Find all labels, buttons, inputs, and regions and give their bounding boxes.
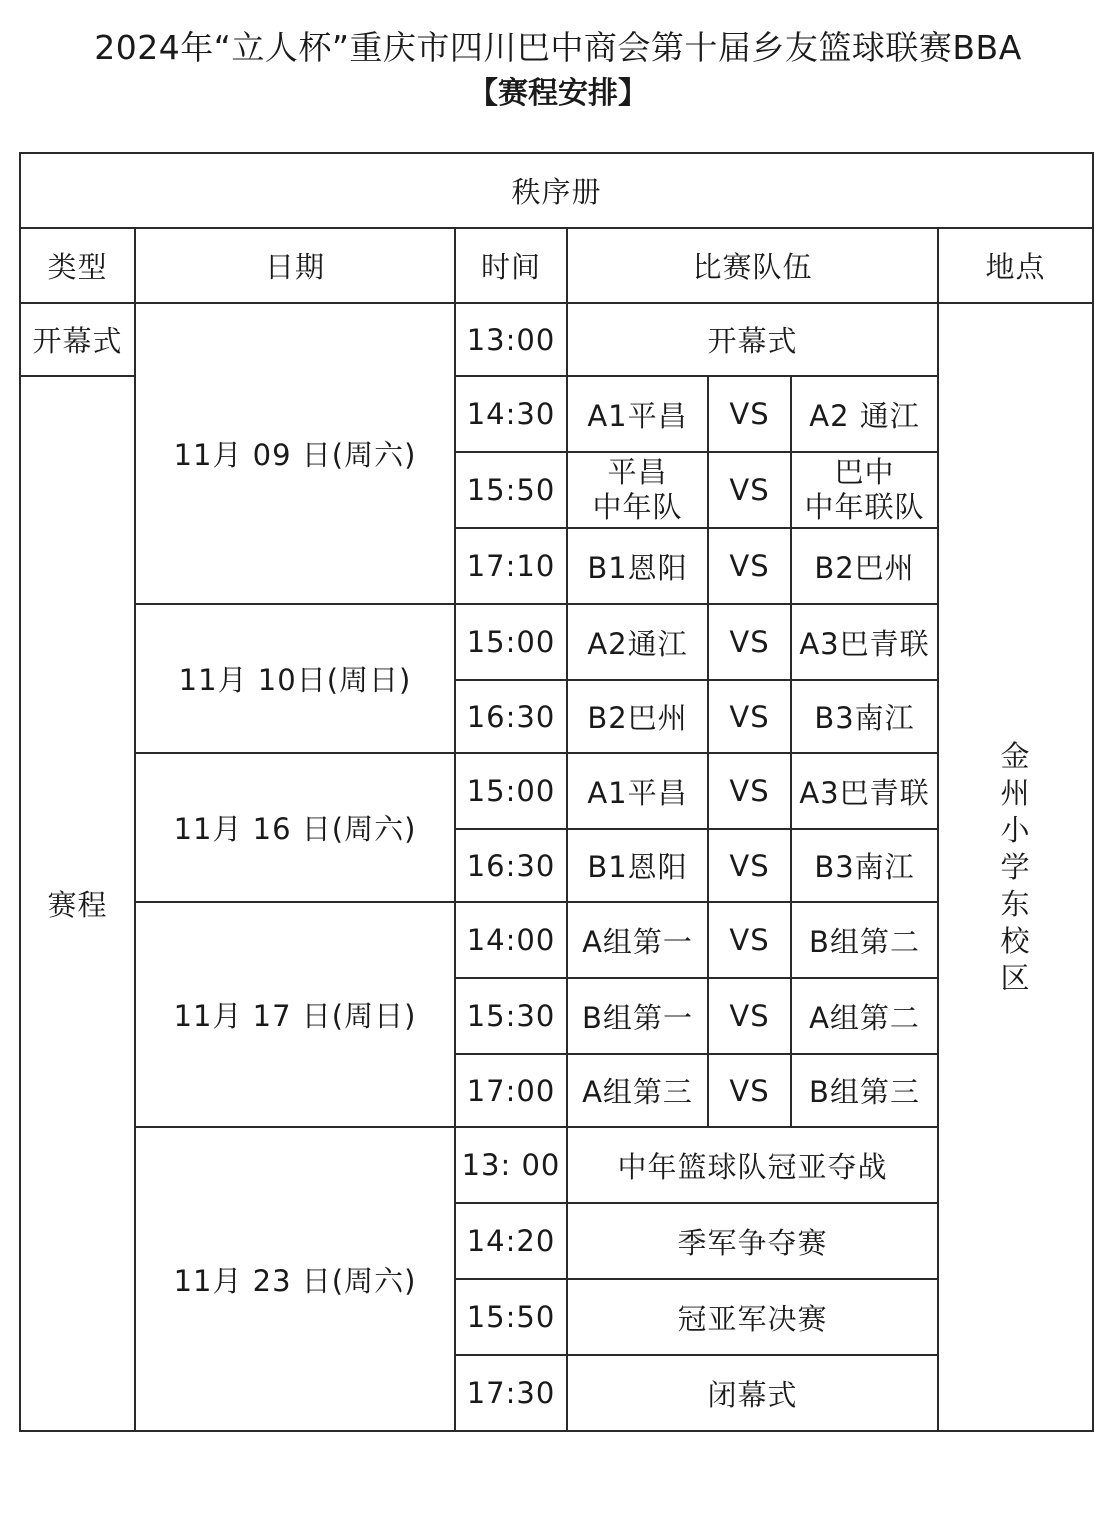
table-caption: 秩序册 (20, 153, 1093, 228)
time-cell: 15:30 (455, 978, 567, 1054)
time-cell: 13: 00 (455, 1127, 567, 1203)
away-team-line1: 巴中 (834, 455, 895, 489)
away-team: B3南江 (791, 680, 938, 753)
vs-label: VS (708, 1054, 791, 1127)
time-cell: 14:00 (455, 902, 567, 978)
time-cell: 13:00 (455, 303, 567, 376)
home-team: B1恩阳 (567, 829, 708, 902)
venue-char: 州 (1000, 775, 1031, 810)
table-row (20, 303, 1093, 376)
document-title: 2024年“立人杯”重庆市四川巴中商会第十届乡友篮球联赛BBA (94, 28, 1022, 67)
column-header-venue: 地点 (938, 228, 1093, 303)
table-row (20, 902, 1093, 978)
venue-char: 小 (1000, 812, 1031, 847)
home-team: A1平昌 (567, 376, 708, 452)
time-cell: 14:20 (455, 1203, 567, 1279)
home-team: B2巴州 (567, 680, 708, 753)
home-team: A组第一 (567, 902, 708, 978)
event-cell: 中年篮球队冠亚夺战 (567, 1127, 938, 1203)
venue-char: 东 (1000, 886, 1031, 921)
table-caption-row (20, 153, 1093, 228)
away-team: B3南江 (791, 829, 938, 902)
away-team (791, 452, 938, 528)
home-team (567, 452, 708, 528)
event-cell: 闭幕式 (567, 1355, 938, 1431)
away-team-line2: 中年联队 (804, 490, 925, 524)
type-schedule: 赛程 (20, 376, 135, 1431)
vs-label: VS (708, 376, 791, 452)
column-header-teams: 比赛队伍 (567, 228, 938, 303)
table-row (20, 753, 1093, 829)
home-team: A组第三 (567, 1054, 708, 1127)
venue-char: 金 (1000, 738, 1031, 773)
home-team-line2: 中年队 (592, 490, 683, 524)
venue-char: 学 (1000, 849, 1031, 884)
date-cell: 11月 09 日(周六) (135, 303, 455, 604)
time-cell: 15:50 (455, 452, 567, 528)
venue-char: 区 (1000, 960, 1031, 995)
table-row (20, 604, 1093, 680)
vs-label: VS (708, 604, 791, 680)
column-header-row (20, 228, 1093, 303)
table-row (20, 1127, 1093, 1203)
vs-label: VS (708, 452, 791, 528)
time-cell: 16:30 (455, 680, 567, 753)
event-cell: 季军争夺赛 (567, 1203, 938, 1279)
vs-label: VS (708, 680, 791, 753)
vs-label: VS (708, 978, 791, 1054)
home-team-line1: 平昌 (607, 455, 668, 489)
away-team: B组第二 (791, 902, 938, 978)
vs-label: VS (708, 829, 791, 902)
date-cell: 11月 10日(周日) (135, 604, 455, 753)
date-cell: 11月 23 日(周六) (135, 1127, 455, 1431)
document-subtitle: 【赛程安排】 (468, 76, 648, 111)
column-header-date: 日期 (135, 228, 455, 303)
away-team: A2 通江 (791, 376, 938, 452)
away-team: A组第二 (791, 978, 938, 1054)
time-cell: 15:00 (455, 604, 567, 680)
time-cell: 17:10 (455, 528, 567, 604)
vs-label: VS (708, 902, 791, 978)
time-cell: 17:30 (455, 1355, 567, 1431)
time-cell: 17:00 (455, 1054, 567, 1127)
schedule-table (19, 152, 1094, 1432)
home-team: B1恩阳 (567, 528, 708, 604)
away-team: B组第三 (791, 1054, 938, 1127)
event-cell: 冠亚军决赛 (567, 1279, 938, 1355)
venue-char: 校 (1000, 923, 1031, 958)
away-team: A3巴青联 (791, 604, 938, 680)
home-team: A1平昌 (567, 753, 708, 829)
event-cell: 开幕式 (567, 303, 938, 376)
time-cell: 15:00 (455, 753, 567, 829)
column-header-time: 时间 (455, 228, 567, 303)
date-cell: 11月 17 日(周日) (135, 902, 455, 1127)
time-cell: 14:30 (455, 376, 567, 452)
time-cell: 15:50 (455, 1279, 567, 1355)
home-team: B组第一 (567, 978, 708, 1054)
away-team: B2巴州 (791, 528, 938, 604)
type-opening: 开幕式 (20, 303, 135, 376)
home-team: A2通江 (567, 604, 708, 680)
away-team: A3巴青联 (791, 753, 938, 829)
column-header-type: 类型 (20, 228, 135, 303)
date-cell: 11月 16 日(周六) (135, 753, 455, 902)
time-cell: 16:30 (455, 829, 567, 902)
venue-cell (938, 303, 1093, 1431)
vs-label: VS (708, 528, 791, 604)
vs-label: VS (708, 753, 791, 829)
